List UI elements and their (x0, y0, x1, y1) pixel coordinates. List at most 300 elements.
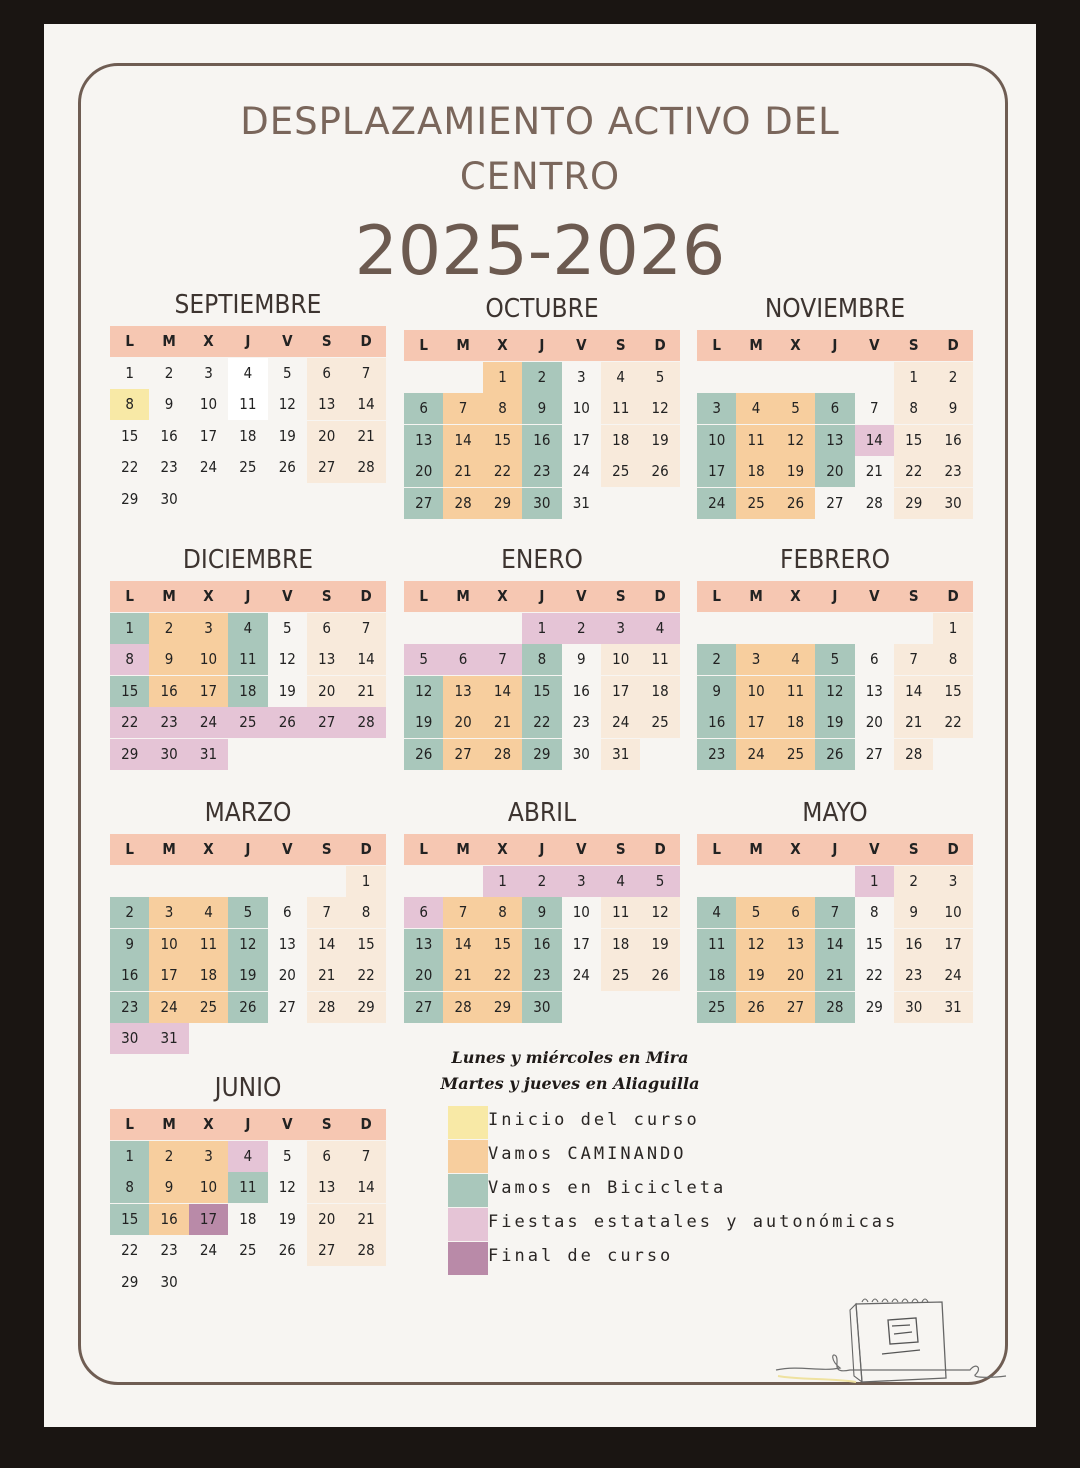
day-cell: 6 (307, 1141, 346, 1172)
day-cell: 24 (572, 462, 590, 481)
day-cell: 2 (522, 866, 561, 897)
day-cell: 10 (601, 644, 640, 675)
day-cell: 31 (189, 739, 228, 770)
day-cell: 16 (572, 681, 590, 700)
weekday-header: S (601, 834, 640, 865)
day-cell: 11 (228, 644, 267, 675)
title-line-1: DESPLAZAMIENTO ACTIVO DEL (240, 100, 840, 143)
day-cell: 11 (601, 897, 640, 928)
weekday-header: S (894, 330, 933, 361)
legend-swatch (448, 1242, 488, 1275)
day-cell: 30 (110, 1023, 149, 1054)
weekday-header: X (483, 834, 522, 865)
day-cell: 29 (865, 997, 883, 1016)
day-cell: 27 (307, 452, 346, 483)
day-cell: 3 (736, 644, 775, 675)
weekday-header: S (307, 1109, 346, 1140)
day-cell: 15 (346, 929, 385, 960)
month-name: MAYO (802, 798, 868, 828)
weekday-header: S (601, 330, 640, 361)
day-cell: 3 (149, 897, 188, 928)
weekday-header: J (815, 834, 854, 865)
day-cell: 28 (443, 488, 482, 519)
day-cell: 20 (776, 960, 815, 991)
day-cell: 25 (601, 456, 640, 487)
day-cell: 6 (307, 613, 346, 644)
day-cell: 3 (189, 1141, 228, 1172)
day-cell: 26 (278, 458, 296, 477)
day-cell: 1 (522, 613, 561, 644)
day-cell: 22 (121, 1241, 139, 1260)
weekday-header: J (815, 581, 854, 612)
day-cell: 2 (149, 1141, 188, 1172)
day-cell: 14 (483, 676, 522, 707)
weekday-header: X (776, 834, 815, 865)
day-cell: 23 (110, 992, 149, 1023)
day-cell: 5 (640, 866, 679, 897)
weekday-header: V (855, 330, 894, 361)
day-cell: 22 (933, 707, 972, 738)
weekday-header: D (933, 330, 972, 361)
day-cell: 23 (160, 1241, 178, 1260)
weekday-header: S (894, 581, 933, 612)
weekday-header: S (601, 581, 640, 612)
day-cell: 6 (815, 393, 854, 424)
weekday-header: V (855, 581, 894, 612)
day-cell: 19 (640, 929, 679, 960)
legend-swatch (448, 1208, 488, 1241)
day-cell: 7 (443, 897, 482, 928)
day-cell: 16 (149, 1204, 188, 1235)
day-cell: 10 (697, 425, 736, 456)
day-cell: 20 (307, 676, 346, 707)
day-cell: 10 (572, 399, 590, 418)
day-cell: 5 (776, 393, 815, 424)
day-cell: 13 (404, 425, 443, 456)
day-cell: 31 (572, 493, 590, 512)
weekday-header: L (110, 581, 149, 612)
day-cell: 30 (160, 489, 178, 508)
day-cell: 3 (933, 866, 972, 897)
day-cell: 10 (199, 395, 218, 414)
day-cell: 4 (736, 393, 775, 424)
day-cell: 27 (404, 992, 443, 1023)
day-cell: 21 (346, 676, 385, 707)
day-cell: 29 (346, 992, 385, 1023)
weekday-header: L (697, 330, 736, 361)
desk-calendar-icon (770, 1290, 1010, 1390)
day-cell: 3 (562, 866, 601, 897)
day-cell: 28 (346, 707, 385, 738)
day-cell: 10 (189, 1172, 228, 1203)
day-cell: 19 (278, 1209, 296, 1228)
day-cell: 9 (894, 897, 933, 928)
day-cell: 20 (404, 456, 443, 487)
day-cell: 12 (736, 929, 775, 960)
day-cell: 17 (189, 676, 228, 707)
day-cell: 17 (736, 707, 775, 738)
day-cell: 6 (443, 644, 482, 675)
day-cell: 9 (164, 395, 174, 414)
day-cell: 11 (189, 929, 228, 960)
day-cell: 29 (894, 488, 933, 519)
weekday-header: V (268, 326, 307, 357)
month-name: DICIEMBRE (182, 545, 314, 575)
day-cell: 18 (736, 456, 775, 487)
day-cell: 22 (346, 960, 385, 991)
day-cell: 18 (189, 960, 228, 991)
day-cell: 16 (933, 425, 972, 456)
day-cell: 15 (121, 426, 139, 445)
month-name: OCTUBRE (485, 294, 599, 324)
day-cell: 16 (149, 676, 188, 707)
day-cell: 18 (228, 676, 267, 707)
day-cell: 30 (522, 992, 561, 1023)
day-cell: 25 (239, 458, 257, 477)
weekday-header: D (346, 1109, 385, 1140)
day-cell: 22 (483, 456, 522, 487)
day-cell: 7 (894, 644, 933, 675)
day-cell: 4 (697, 897, 736, 928)
month-name: SEPTIEMBRE (174, 290, 322, 320)
day-cell: 9 (149, 1172, 188, 1203)
day-cell: 23 (522, 456, 561, 487)
day-cell: 18 (640, 676, 679, 707)
day-cell: 15 (894, 425, 933, 456)
day-cell: 27 (278, 997, 296, 1016)
day-cell: 25 (189, 992, 228, 1023)
day-cell: 7 (443, 393, 482, 424)
day-cell: 28 (443, 992, 482, 1023)
day-cell: 20 (815, 456, 854, 487)
day-cell: 1 (483, 362, 522, 393)
weekday-header: M (443, 330, 482, 361)
day-cell: 15 (483, 425, 522, 456)
day-cell: 26 (228, 992, 267, 1023)
day-cell: 14 (443, 929, 482, 960)
day-cell: 22 (483, 960, 522, 991)
day-cell: 26 (404, 739, 443, 770)
day-cell: 21 (346, 1204, 385, 1235)
day-cell: 25 (736, 488, 775, 519)
day-cell: 24 (736, 739, 775, 770)
weekday-header: V (562, 330, 601, 361)
day-cell: 17 (933, 929, 972, 960)
day-cell: 2 (110, 897, 149, 928)
day-cell: 19 (736, 960, 775, 991)
day-cell: 26 (278, 1241, 296, 1260)
day-cell: 25 (228, 707, 267, 738)
day-cell: 22 (110, 707, 149, 738)
day-cell: 27 (307, 1235, 346, 1266)
day-cell: 4 (601, 362, 640, 393)
day-cell: 11 (228, 1172, 267, 1203)
day-cell: 14 (443, 425, 482, 456)
day-cell: 26 (776, 488, 815, 519)
day-cell: 25 (697, 992, 736, 1023)
day-cell: 23 (149, 707, 188, 738)
day-cell: 19 (228, 960, 267, 991)
day-cell: 31 (933, 992, 972, 1023)
weekday-header: J (522, 581, 561, 612)
weekday-header: X (483, 330, 522, 361)
day-cell: 5 (640, 362, 679, 393)
day-cell: 28 (815, 992, 854, 1023)
day-cell: 1 (855, 866, 894, 897)
day-cell: 18 (776, 707, 815, 738)
day-cell: 28 (307, 992, 346, 1023)
weekday-header: L (697, 581, 736, 612)
school-year: 2025-2026 (354, 212, 726, 291)
day-cell: 9 (149, 644, 188, 675)
day-cell: 23 (572, 713, 590, 732)
day-cell: 13 (307, 389, 346, 420)
day-cell: 8 (522, 644, 561, 675)
day-cell: 1 (483, 866, 522, 897)
month-name: ABRIL (507, 798, 577, 828)
day-cell: 25 (601, 960, 640, 991)
day-cell: 26 (268, 707, 307, 738)
weekday-header: M (149, 326, 188, 357)
day-cell: 21 (815, 960, 854, 991)
day-cell: 11 (736, 425, 775, 456)
day-cell: 9 (522, 393, 561, 424)
day-cell: 28 (894, 739, 933, 770)
day-cell: 22 (894, 456, 933, 487)
day-cell: 9 (110, 929, 149, 960)
day-cell: 23 (160, 458, 178, 477)
day-cell: 1 (346, 866, 385, 897)
weekday-header: X (189, 1109, 228, 1140)
day-cell: 8 (346, 897, 385, 928)
day-cell: 19 (278, 426, 296, 445)
weekday-header: J (522, 834, 561, 865)
day-cell: 4 (228, 358, 267, 389)
title-line-2: CENTRO (459, 155, 621, 198)
month-name: NOVIEMBRE (764, 294, 906, 324)
day-cell: 24 (149, 992, 188, 1023)
day-cell: 26 (640, 960, 679, 991)
day-cell: 12 (776, 425, 815, 456)
day-cell: 13 (776, 929, 815, 960)
day-cell: 29 (522, 739, 561, 770)
day-cell: 2 (164, 364, 174, 382)
weekday-header: D (933, 834, 972, 865)
day-cell: 18 (601, 425, 640, 456)
day-cell: 29 (121, 1272, 139, 1291)
day-cell: 31 (149, 1023, 188, 1054)
month-name: JUNIO (214, 1073, 282, 1103)
note-aliaguilla: Martes y jueves en Aliaguilla (440, 1074, 700, 1093)
day-cell: 14 (815, 929, 854, 960)
day-cell: 6 (307, 358, 346, 389)
weekday-header: S (307, 326, 346, 357)
day-cell: 12 (640, 393, 679, 424)
day-cell: 20 (443, 707, 482, 738)
day-cell: 24 (601, 707, 640, 738)
day-cell: 1 (125, 364, 134, 382)
day-cell: 9 (576, 650, 586, 669)
weekday-header: M (736, 330, 775, 361)
day-cell: 23 (697, 739, 736, 770)
day-cell: 11 (228, 389, 267, 420)
day-cell: 7 (307, 897, 346, 928)
weekday-header: X (776, 581, 815, 612)
day-cell: 30 (160, 1272, 178, 1291)
legend-label: Final de curso (488, 1246, 674, 1266)
day-cell: 24 (697, 488, 736, 519)
day-cell: 21 (865, 462, 883, 481)
day-cell: 26 (736, 992, 775, 1023)
day-cell: 8 (110, 644, 149, 675)
day-cell: 3 (189, 613, 228, 644)
legend-label: Vamos CAMINANDO (488, 1144, 687, 1164)
day-cell: 13 (278, 934, 296, 953)
day-cell: 12 (278, 650, 296, 669)
day-cell: 8 (894, 393, 933, 424)
weekday-header: S (894, 834, 933, 865)
weekday-header: M (149, 581, 188, 612)
weekday-header: L (110, 326, 149, 357)
day-cell: 7 (346, 1141, 385, 1172)
day-cell: 15 (865, 934, 883, 953)
day-cell: 21 (443, 456, 482, 487)
day-cell: 30 (572, 744, 590, 763)
day-cell: 3 (697, 393, 736, 424)
weekday-header: J (228, 1109, 267, 1140)
day-cell: 27 (826, 493, 844, 512)
day-cell: 8 (483, 897, 522, 928)
day-cell: 26 (640, 456, 679, 487)
month-name: FEBRERO (780, 545, 890, 575)
day-cell: 7 (346, 358, 385, 389)
day-cell: 30 (522, 488, 561, 519)
weekday-header: X (189, 834, 228, 865)
day-cell: 30 (894, 992, 933, 1023)
weekday-header: D (640, 834, 679, 865)
day-cell: 26 (815, 739, 854, 770)
weekday-header: V (562, 581, 601, 612)
weekday-header: J (815, 330, 854, 361)
weekday-header: J (228, 834, 267, 865)
day-cell: 13 (307, 644, 346, 675)
weekday-header: S (307, 581, 346, 612)
day-cell: 11 (697, 929, 736, 960)
day-cell: 10 (189, 644, 228, 675)
day-cell: 19 (776, 456, 815, 487)
weekday-header: V (562, 834, 601, 865)
day-cell: 24 (199, 458, 218, 477)
day-cell: 11 (640, 644, 679, 675)
day-cell: 1 (110, 613, 149, 644)
day-cell: 16 (522, 425, 561, 456)
day-cell: 6 (282, 903, 292, 922)
day-cell: 5 (282, 619, 292, 637)
day-cell: 8 (869, 903, 879, 922)
day-cell: 7 (483, 644, 522, 675)
weekday-header: M (149, 1109, 188, 1140)
day-cell: 16 (894, 929, 933, 960)
day-cell: 10 (572, 903, 590, 922)
day-cell: 20 (404, 960, 443, 991)
day-cell: 13 (307, 1172, 346, 1203)
weekday-header: J (522, 330, 561, 361)
legend-swatch (448, 1140, 488, 1173)
legend-label: Inicio del curso (488, 1110, 700, 1130)
day-cell: 8 (933, 644, 972, 675)
weekday-header: X (189, 326, 228, 357)
day-cell: 24 (189, 707, 228, 738)
day-cell: 14 (346, 389, 385, 420)
day-cell: 28 (483, 739, 522, 770)
day-cell: 27 (776, 992, 815, 1023)
day-cell: 21 (894, 707, 933, 738)
weekday-header: L (404, 834, 443, 865)
month-name: ENERO (501, 545, 583, 575)
day-cell: 21 (483, 707, 522, 738)
weekday-header: D (933, 581, 972, 612)
day-cell: 2 (149, 613, 188, 644)
day-cell: 4 (189, 897, 228, 928)
day-cell: 20 (307, 1204, 346, 1235)
day-cell: 18 (697, 960, 736, 991)
day-cell: 12 (228, 929, 267, 960)
weekday-header: M (736, 834, 775, 865)
weekday-header: L (110, 1109, 149, 1140)
day-cell: 19 (815, 707, 854, 738)
day-cell: 16 (522, 929, 561, 960)
weekday-header: D (346, 326, 385, 357)
day-cell: 9 (522, 897, 561, 928)
day-cell: 17 (199, 426, 218, 445)
day-cell: 17 (572, 430, 590, 449)
day-cell: 15 (933, 676, 972, 707)
day-cell: 3 (204, 364, 213, 382)
day-cell: 5 (282, 1147, 292, 1165)
day-cell: 29 (483, 488, 522, 519)
weekday-header: V (268, 834, 307, 865)
day-cell: 23 (894, 960, 933, 991)
day-cell: 13 (443, 676, 482, 707)
weekday-header: V (268, 1109, 307, 1140)
day-cell: 28 (865, 493, 883, 512)
day-cell: 30 (933, 488, 972, 519)
month-name: MARZO (204, 798, 292, 828)
day-cell: 3 (576, 368, 586, 386)
day-cell: 21 (443, 960, 482, 991)
day-cell: 4 (640, 613, 679, 644)
day-cell: 14 (346, 1172, 385, 1203)
day-cell: 14 (855, 425, 894, 456)
day-cell: 20 (278, 966, 296, 985)
day-cell: 15 (110, 676, 149, 707)
day-cell: 19 (404, 707, 443, 738)
day-cell: 7 (346, 613, 385, 644)
day-cell: 20 (307, 421, 346, 452)
day-cell: 5 (228, 897, 267, 928)
day-cell: 12 (640, 897, 679, 928)
weekday-header: V (855, 834, 894, 865)
weekday-header: M (443, 834, 482, 865)
day-cell: 16 (160, 426, 178, 445)
day-cell: 11 (601, 393, 640, 424)
day-cell: 25 (640, 707, 679, 738)
day-cell: 18 (239, 426, 257, 445)
legend-swatch (448, 1106, 488, 1139)
weekday-header: D (640, 330, 679, 361)
day-cell: 2 (933, 362, 972, 393)
day-cell: 2 (562, 613, 601, 644)
